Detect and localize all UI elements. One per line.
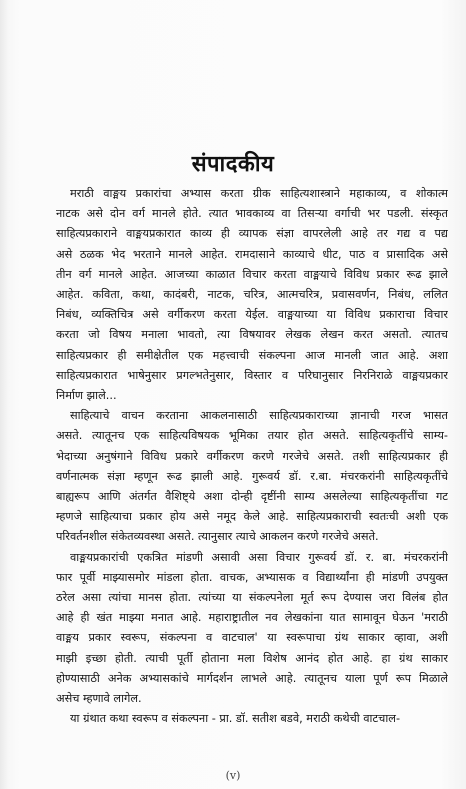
text-line: या ग्रंथात कथा स्वरूप व संकल्पना - प्रा. डॉ. सतीश बडवे, मराठी कथेची वाटचाल- (70, 712, 401, 726)
text-line: ठरेल असा त्यांचा मानस होता. त्यांच्या या संकल्पनेला मूर्त रूप देण्यास जरा विलंब होत (56, 591, 448, 605)
document-body (56, 184, 448, 729)
page-title: संपादकीय (191, 152, 275, 177)
text-line: वाङ्मय प्रकार स्वरूप, संकल्पना व वाटचाल' या स्वरूपाचा ग्रंथ साकार व्हावा, अशी (56, 631, 448, 645)
text-line: साहित्यप्रकारात भाषेनुसार प्रगल्भतेनुसार, विस्तार व परिघानुसार निरनिराळे वाङ्मयप्रकार (56, 368, 448, 382)
text-line: साहित्याचे वाचन करताना आकलनासाठी साहित्यप्रकाराच्या ज्ञानाची गरज भासत (70, 409, 448, 423)
paragraph-4 (56, 709, 448, 729)
text-line: होण्यासाठी अनेक अभ्यासकांचे मार्गदर्शन लाभले आहे. त्यातूनच याला पूर्ण रूप मिळाले (56, 671, 448, 685)
text-line: भेदाच्या अनुषंगाने विविध प्रकारे वर्गीकरण करणे गरजेचे असते. तशी साहित्यप्रकार ही (56, 449, 448, 463)
text-line: परिवर्तनशील संकेतव्यवस्था असते. त्यानुसार त्याचे आकलन करणे गरजेचे असते. (56, 530, 379, 544)
text-line: फार पूर्वी माझ्यासमोर मांडला होता. वाचक, अभ्यासक व विद्यार्थ्यांना ही मांडणी उपयुक्त (56, 570, 448, 584)
text-line: म्हणजे साहित्याचा प्रकार होय असे नमूद केले आहे. साहित्यप्रकाराची स्वतःची अशी एक (56, 510, 448, 524)
paragraph-1 (56, 184, 448, 406)
text-line: असते. त्यातूनच एक साहित्यविषयक भूमिका तयार होत असते. साहित्यकृतींचे साम्य- (56, 429, 448, 443)
text-line: वर्णनात्मक संज्ञा म्हणून रूढ झाली आहे. गुरूवर्य डॉ. र.बा. मंचरकरांनी साहित्यकृतींचे (56, 469, 448, 483)
paragraph-3 (56, 548, 448, 710)
text-line: असे ठळक भेद भरताने मानले आहेत. रामदासाने काव्याचे धीट, पाठ व प्रासादिक असे (56, 247, 448, 261)
text-line: माझी इच्छा होती. त्याची पूर्ती होताना मला विशेष आनंद होत आहे. हा ग्रंथ साकार (56, 651, 448, 665)
text-line: बाह्यरूप आणि अंतर्गत वैशिष्ट्ये अशा दोन्ही दृष्टींनी साम्य असलेल्या साहित्यकृतींचा गट (56, 490, 448, 504)
text-line: असेच म्हणावे लागेल. (56, 692, 142, 706)
text-line: मराठी वाङ्मय प्रकारांचा अभ्यास करता ग्रीक साहित्यशास्त्राने महाकाव्य, व शोकात्म (70, 187, 448, 200)
text-line: आहेत. कविता, कथा, कादंबरी, नाटक, चरित्र, आत्मचरित्र, प्रवासवर्णन, निबंध, ललित (56, 288, 448, 302)
text-line: साहित्यप्रकार ही समीक्षेतील एक महत्त्वाची संकल्पना आज मानली जात आहे. अशा (56, 348, 448, 362)
text-line: निर्माण झाले... (56, 389, 117, 403)
text-line: निबंध, व्यक्तिचित्र असे वर्गीकरण करता येईल. वाङ्मयाच्या या विविध प्रकाराचा विचार (56, 308, 448, 322)
text-line: आहे ही खंत माझ्या मनात आहे. महाराष्ट्रातील नव लेखकांना यात सामावून घेऊन 'मराठी (56, 611, 448, 625)
text-line: तीन वर्ग मानले आहेत. आजच्या काळात विचार करता वाङ्मयाचे विविध प्रकार रूढ झाले (56, 267, 448, 281)
paragraph-2 (56, 406, 448, 547)
page-number: (v) (225, 769, 241, 782)
text-line: करता जो विषय मनाला भावतो, त्या विषयावर लेखक लेखन करत असतो. त्यातच (56, 328, 448, 342)
text-line: साहित्यप्रकाराने वाङ्मयप्रकारात काव्य ही व्यापक संज्ञा वापरलेली आहे तर गद्य व पद्य (56, 227, 448, 241)
text-line: वाङ्मयप्रकारांची एकत्रित मांडणी असावी असा विचार गुरूवर्य डॉ. र. बा. मंचरकरांनी (70, 550, 448, 564)
text-line: नाटक असे दोन वर्ग मानले होते. त्यात भावकाव्य वा तिसऱ्या वर्गाची भर पडली. संस्कृत (56, 207, 448, 221)
